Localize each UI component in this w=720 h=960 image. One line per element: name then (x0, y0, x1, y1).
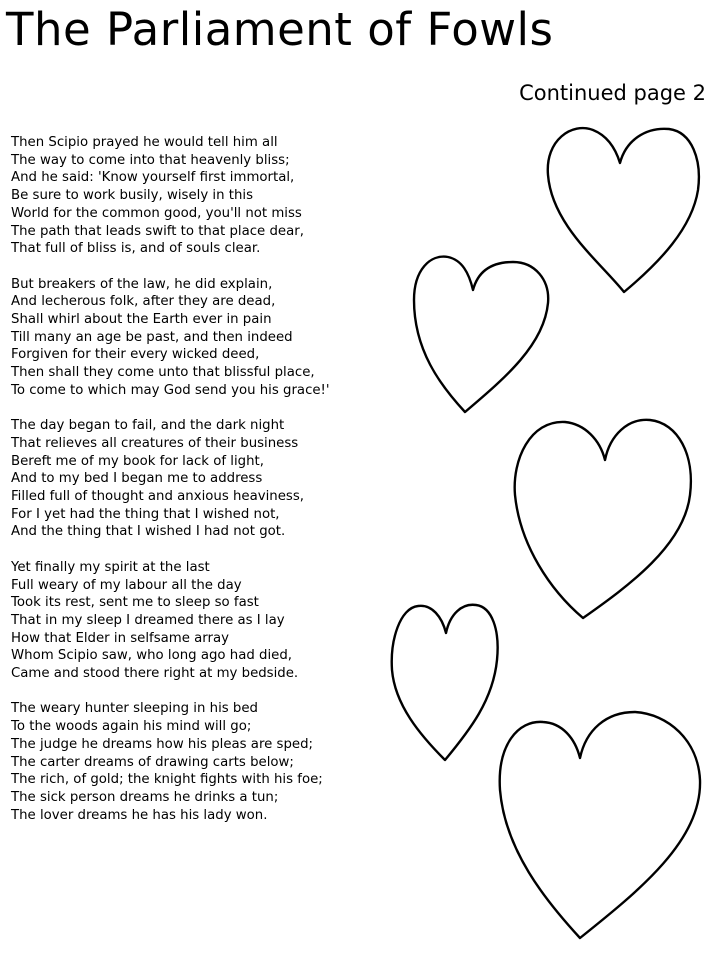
poem-line: The weary hunter sleeping in his bed (11, 701, 258, 717)
poem-line: Full weary of my labour all the day (11, 577, 242, 593)
poem-line: For I yet had the thing that I wished not, (11, 506, 280, 522)
heart-icon (548, 128, 699, 292)
poem-line: And lecherous folk, after they are dead, (11, 294, 276, 310)
stanza-2 (11, 276, 431, 400)
poem-line: But breakers of the law, he did explain, (11, 276, 273, 292)
poem-line: Whom Scipio saw, who long ago had died, (11, 648, 293, 664)
poem-line: That in my sleep I dreamed there as I lay (11, 612, 285, 628)
heart-icon (414, 257, 548, 412)
stanza-5 (11, 700, 431, 824)
poem-line: Yet finally my spirit at the last (11, 559, 210, 575)
poem-text (11, 134, 431, 842)
poem-line: To come to which may God send you his grace!' (11, 382, 330, 398)
poem-line: Took its rest, sent me to sleep so fast (11, 595, 259, 611)
poem-line: The path that leads swift to that place dear, (11, 223, 304, 239)
poem-line: Be sure to work busily, wisely in this (11, 188, 254, 204)
stanza-3 (11, 417, 431, 541)
heart-icon (500, 712, 700, 938)
poem-line: Till many an age be past, and then indeed (11, 329, 293, 345)
page-title: The Parliament of Fowls (6, 3, 554, 56)
poem-line: How that Elder in selfsame array (11, 630, 230, 646)
poem-line: The day began to fail, and the dark night (11, 418, 285, 434)
poem-line: The lover dreams he has his lady won. (11, 807, 268, 823)
poem-line: World for the common good, you'll not miss (11, 205, 302, 221)
poem-line: That relieves all creatures of their business (11, 435, 299, 451)
poem-line: Then shall they come unto that blissful place, (11, 365, 315, 381)
poem-line: And to my bed I began me to address (11, 471, 263, 487)
poem-line: To the woods again his mind will go; (11, 719, 252, 735)
poem-line: The judge he dreams how his pleas are sped; (11, 736, 314, 752)
heart-icon (515, 420, 691, 618)
poem-line: That full of bliss is, and of souls clear. (11, 241, 261, 257)
poem-line: The way to come into that heavenly bliss; (11, 152, 290, 168)
stanza-4 (11, 559, 431, 683)
poem-line: Shall whirl about the Earth ever in pain (11, 312, 272, 328)
page-continuation-note: Continued page 2 (519, 81, 706, 105)
poem-line: Bereft me of my book for lack of light, (11, 453, 264, 469)
stanza-1 (11, 134, 431, 258)
poem-line: The rich, of gold; the knight fights with his foe; (11, 772, 323, 788)
poem-line: Filled full of thought and anxious heaviness, (11, 489, 304, 505)
poem-line: And he said: 'Know yourself first immortal, (11, 170, 295, 186)
poem-line: Forgiven for their every wicked deed, (11, 347, 260, 363)
poem-line: And the thing that I wished I had not got. (11, 524, 286, 540)
poem-line: Then Scipio prayed he would tell him all (11, 135, 278, 150)
poem-line: The sick person dreams he drinks a tun; (11, 789, 279, 805)
poem-line: Came and stood there right at my bedside. (11, 666, 299, 682)
poem-line: The carter dreams of drawing carts below; (11, 754, 294, 770)
